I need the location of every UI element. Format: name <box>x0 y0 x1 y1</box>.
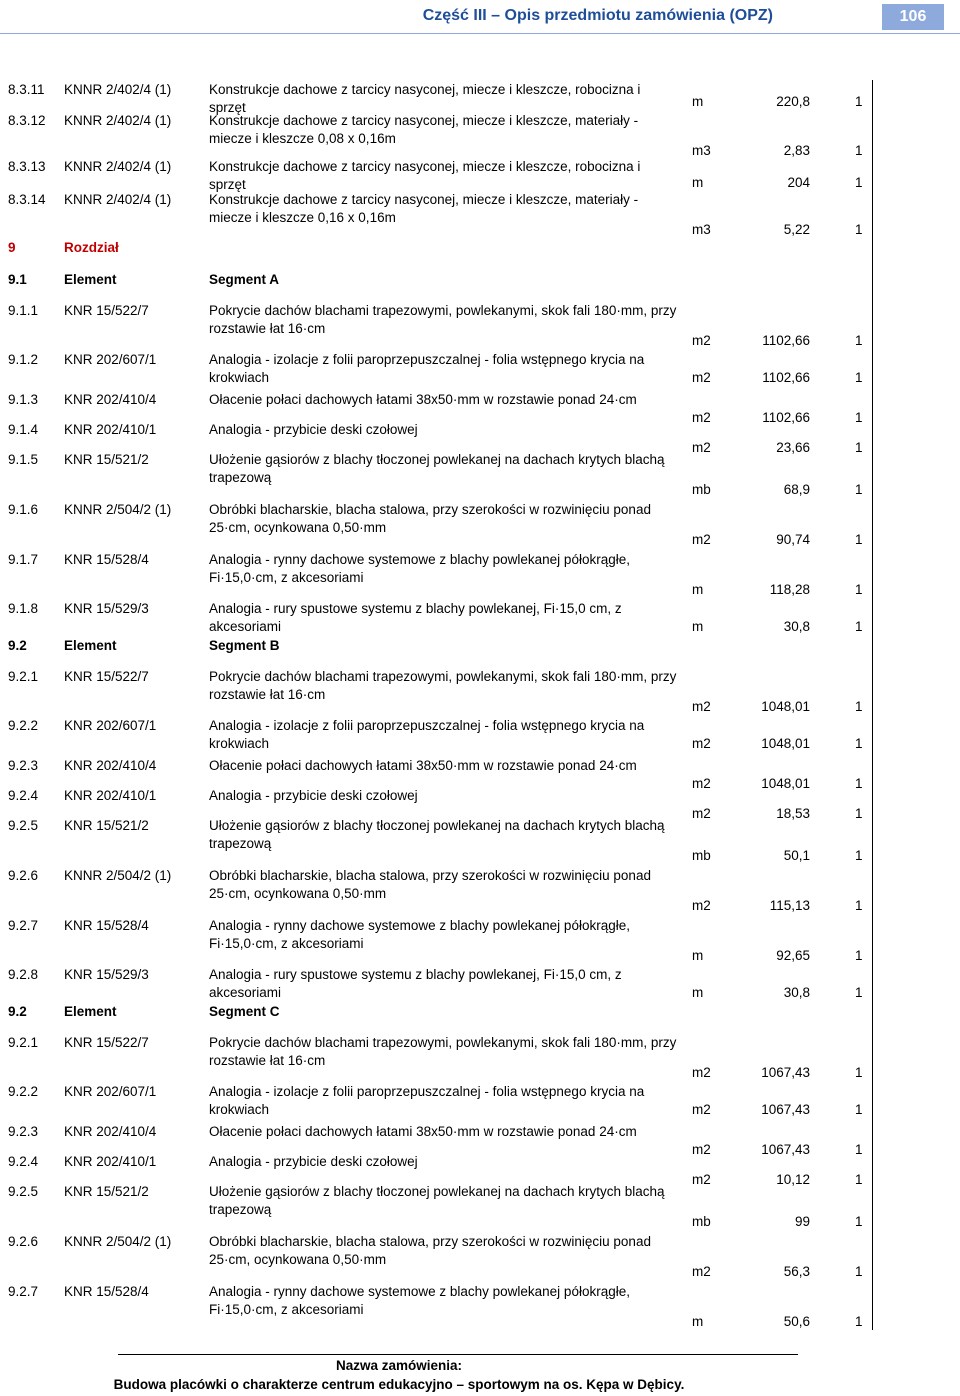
multiplier: 1 <box>855 222 863 237</box>
quantity: 115,13 <box>769 898 810 913</box>
item-description: Obróbki blacharskie, blacha stalowa, przy szerokości w rozwinięciu ponad 25·cm, ocynkowana 0,50·mm <box>209 502 651 535</box>
quantity: 50,6 <box>783 1314 810 1329</box>
catalog-code: KNNR 2/402/4 (1) <box>64 82 172 97</box>
unit-of-measure: mb <box>692 482 711 497</box>
unit-of-measure: m2 <box>692 1264 711 1279</box>
item-number: 9.1.5 <box>8 452 39 467</box>
multiplier: 1 <box>855 1264 863 1279</box>
item-description: Pokrycie dachów blachami trapezowymi, powlekanymi, skok fali 180·mm, przy rozstawie łat 16·cm <box>209 303 677 336</box>
multiplier: 1 <box>855 410 863 425</box>
quantity: 1102,66 <box>762 370 810 385</box>
item-description: Pokrycie dachów blachami trapezowymi, powlekanymi, skok fali 180·mm, przy rozstawie łat 16·cm <box>209 1035 677 1068</box>
catalog-code: KNR 202/410/1 <box>64 422 157 437</box>
unit-of-measure: m2 <box>692 898 711 913</box>
catalog-code: KNNR 2/402/4 (1) <box>64 192 172 207</box>
unit-of-measure: mb <box>692 848 711 863</box>
item-description: Analogia - rury spustowe systemu z blachy powlekanej, Fi·15,0 cm, z akcesoriami <box>209 967 622 1000</box>
item-description: Analogia - rynny dachowe systemowe z blachy powlekanej półokrągłe, Fi·15,0·cm, z akcesoriami <box>209 918 630 951</box>
item-description: Analogia - izolacje z folii paroprzepuszczalnej - folia wstępnego krycia na krokwiach <box>209 718 645 751</box>
catalog-code: KNR 15/528/4 <box>64 918 149 933</box>
item-number: 9.2 <box>8 1004 27 1019</box>
quantity: 2,83 <box>783 143 810 158</box>
item-description: Segment B <box>209 638 280 653</box>
quantity: 1048,01 <box>761 699 810 714</box>
catalog-code: Element <box>64 272 117 287</box>
quantity: 23,66 <box>776 440 810 455</box>
catalog-code: KNNR 2/504/2 (1) <box>64 1234 172 1249</box>
quantity: 204 <box>787 175 810 190</box>
quantity: 1067,43 <box>761 1102 810 1117</box>
item-number: 9.2.7 <box>8 1284 39 1299</box>
unit-of-measure: m <box>692 1314 704 1329</box>
unit-of-measure: m <box>692 619 704 634</box>
item-number: 9.1.8 <box>8 601 39 616</box>
multiplier: 1 <box>855 94 863 109</box>
item-number: 8.3.13 <box>8 159 46 174</box>
item-description: Obróbki blacharskie, blacha stalowa, przy szerokości w rozwinięciu ponad 25·cm, ocynkowana 0,50·mm <box>209 868 651 901</box>
item-number: 9.2.1 <box>8 669 39 684</box>
item-description: Analogia - rury spustowe systemu z blachy powlekanej, Fi·15,0 cm, z akcesoriami <box>209 601 622 634</box>
item-number: 9.1.1 <box>8 303 39 318</box>
catalog-code: KNR 15/529/3 <box>64 967 149 982</box>
catalog-code: KNR 202/410/4 <box>64 392 157 407</box>
item-number: 9.2.4 <box>8 1154 39 1169</box>
multiplier: 1 <box>855 848 863 863</box>
multiplier: 1 <box>855 143 863 158</box>
item-description: Konstrukcje dachowe z tarcicy nasyconej, miecze i kleszcze, materiały - miecze i kleszcze 0,16 x 0,16m <box>209 192 639 225</box>
unit-of-measure: m3 <box>692 222 711 237</box>
item-description: Analogia - przybicie deski czołowej <box>209 422 418 437</box>
item-description: Konstrukcje dachowe z tarcicy nasyconej, miecze i kleszcze, materiały - miecze i kleszcze 0,08 x 0,16m <box>209 113 639 146</box>
catalog-code: KNR 202/410/1 <box>64 788 157 803</box>
item-number: 9.1.3 <box>8 392 39 407</box>
multiplier: 1 <box>855 948 863 963</box>
multiplier: 1 <box>855 333 863 348</box>
unit-of-measure: m2 <box>692 440 711 455</box>
item-description: Ułożenie gąsiorów z blachy tłoczonej powlekanej na dachach krytych blachą trapezową <box>209 1184 665 1217</box>
item-description: Ułożenie gąsiorów z blachy tłoczonej powlekanej na dachach krytych blachą trapezową <box>209 452 665 485</box>
quantity: 1102,66 <box>762 333 810 348</box>
item-description: Ołacenie połaci dachowych łatami 38x50·mm w rozstawie ponad 24·cm <box>209 1124 637 1139</box>
catalog-code: KNR 202/607/1 <box>64 1084 157 1099</box>
catalog-code: KNR 202/607/1 <box>64 718 157 733</box>
footer-project-name: Budowa placówki o charakterze centrum edukacyjno – sportowym na os. Kępa w Dębicy. <box>113 1377 685 1392</box>
page-number-badge: 106 <box>882 4 944 30</box>
unit-of-measure: m <box>692 948 704 963</box>
item-description: Analogia - przybicie deski czołowej <box>209 1154 418 1169</box>
quantity: 1067,43 <box>761 1065 810 1080</box>
quantity: 1048,01 <box>761 736 810 751</box>
quantity: 18,53 <box>776 806 810 821</box>
footer-divider <box>118 1354 798 1355</box>
quantity: 99 <box>794 1214 810 1229</box>
catalog-code: KNR 202/410/4 <box>64 1124 157 1139</box>
catalog-code: KNNR 2/504/2 (1) <box>64 502 172 517</box>
unit-of-measure: m2 <box>692 1065 711 1080</box>
quantity: 92,65 <box>776 948 810 963</box>
item-number: 9.2.6 <box>8 1234 39 1249</box>
multiplier: 1 <box>855 736 863 751</box>
item-description: Ołacenie połaci dachowych łatami 38x50·mm w rozstawie ponad 24·cm <box>209 392 637 407</box>
multiplier: 1 <box>855 532 863 547</box>
item-description: Ołacenie połaci dachowych łatami 38x50·mm w rozstawie ponad 24·cm <box>209 758 637 773</box>
item-number: 9.1 <box>8 272 27 287</box>
item-number: 9.1.2 <box>8 352 39 367</box>
unit-of-measure: m2 <box>692 699 711 714</box>
unit-of-measure: m <box>692 175 704 190</box>
item-number: 9.2.5 <box>8 818 39 833</box>
item-description: Konstrukcje dachowe z tarcicy nasyconej, miecze i kleszcze, robocizna i sprzęt <box>209 82 641 115</box>
item-description: Analogia - izolacje z folii paroprzepuszczalnej - folia wstępnego krycia na krokwiach <box>209 352 645 385</box>
unit-of-measure: m2 <box>692 736 711 751</box>
quantity: 5,22 <box>783 222 810 237</box>
multiplier: 1 <box>855 1172 863 1187</box>
unit-of-measure: m3 <box>692 143 711 158</box>
multiplier: 1 <box>855 1142 863 1157</box>
unit-of-measure: m2 <box>692 410 711 425</box>
quantity: 90,74 <box>776 532 810 547</box>
quantity: 30,8 <box>783 985 810 1000</box>
catalog-code: KNR 202/410/4 <box>64 758 157 773</box>
item-number: 9.2.4 <box>8 788 39 803</box>
item-number: 8.3.14 <box>8 192 46 207</box>
multiplier: 1 <box>855 175 863 190</box>
multiplier: 1 <box>855 440 863 455</box>
multiplier: 1 <box>855 699 863 714</box>
item-number: 9.2.7 <box>8 918 39 933</box>
multiplier: 1 <box>855 776 863 791</box>
multiplier: 1 <box>855 582 863 597</box>
item-description: Segment C <box>209 1004 280 1019</box>
catalog-code: KNNR 2/402/4 (1) <box>64 113 172 128</box>
unit-of-measure: mb <box>692 1214 711 1229</box>
item-number: 9.2.6 <box>8 868 39 883</box>
item-number: 8.3.11 <box>8 82 45 97</box>
multiplier: 1 <box>855 482 863 497</box>
unit-of-measure: m <box>692 582 704 597</box>
item-description: Analogia - przybicie deski czołowej <box>209 788 418 803</box>
item-number: 9.2.2 <box>8 1084 39 1099</box>
multiplier: 1 <box>855 1214 863 1229</box>
catalog-code: Element <box>64 638 117 653</box>
unit-of-measure: m2 <box>692 1142 711 1157</box>
catalog-code: KNR 15/522/7 <box>64 1035 149 1050</box>
item-number: 9.2.8 <box>8 967 39 982</box>
quantity: 1102,66 <box>762 410 810 425</box>
item-number: 9.2.3 <box>8 1124 39 1139</box>
multiplier: 1 <box>855 1314 863 1329</box>
item-number: 9.2.3 <box>8 758 39 773</box>
unit-of-measure: m2 <box>692 1102 711 1117</box>
catalog-code: KNR 202/607/1 <box>64 352 157 367</box>
item-description: Analogia - izolacje z folii paroprzepuszczalnej - folia wstępnego krycia na krokwiach <box>209 1084 645 1117</box>
document-title: Część III – Opis przedmiotu zamówienia (OPZ) <box>422 7 773 24</box>
item-number: 9.2.1 <box>8 1035 39 1050</box>
item-number: 9.1.7 <box>8 552 39 567</box>
item-number: 8.3.12 <box>8 113 46 128</box>
item-number: 9 <box>8 240 16 255</box>
quantity: 220,8 <box>776 94 810 109</box>
item-description: Pokrycie dachów blachami trapezowymi, powlekanymi, skok fali 180·mm, przy rozstawie łat 16·cm <box>209 669 677 702</box>
quantity: 30,8 <box>783 619 810 634</box>
multiplier: 1 <box>855 1102 863 1117</box>
unit-of-measure: m2 <box>692 333 711 348</box>
item-description: Analogia - rynny dachowe systemowe z blachy powlekanej półokrągłe, Fi·15,0·cm, z akcesoriami <box>209 552 630 585</box>
catalog-code: KNR 15/521/2 <box>64 1184 149 1199</box>
unit-of-measure: m2 <box>692 776 711 791</box>
multiplier: 1 <box>855 1065 863 1080</box>
quantity: 50,1 <box>783 848 810 863</box>
catalog-code: KNR 15/528/4 <box>64 1284 149 1299</box>
catalog-code: KNR 15/522/7 <box>64 303 149 318</box>
catalog-code: KNR 15/522/7 <box>64 669 149 684</box>
quantity: 118,28 <box>769 582 810 597</box>
multiplier: 1 <box>855 898 863 913</box>
catalog-code: KNR 202/410/1 <box>64 1154 157 1169</box>
item-number: 9.2.5 <box>8 1184 39 1199</box>
item-number: 9.1.4 <box>8 422 39 437</box>
unit-of-measure: m2 <box>692 806 711 821</box>
catalog-code: KNR 15/528/4 <box>64 552 149 567</box>
item-number: 9.2 <box>8 638 27 653</box>
catalog-code: Element <box>64 1004 117 1019</box>
catalog-code: KNNR 2/402/4 (1) <box>64 159 172 174</box>
catalog-code: KNR 15/529/3 <box>64 601 149 616</box>
item-description: Konstrukcje dachowe z tarcicy nasyconej, miecze i kleszcze, robocizna i sprzęt <box>209 159 641 192</box>
quantity: 56,3 <box>783 1264 810 1279</box>
quantity: 1067,43 <box>761 1142 810 1157</box>
item-number: 9.2.2 <box>8 718 39 733</box>
unit-of-measure: m2 <box>692 1172 711 1187</box>
item-description: Segment A <box>209 272 280 287</box>
quantity: 10,12 <box>776 1172 810 1187</box>
multiplier: 1 <box>855 806 863 821</box>
catalog-code: KNR 15/521/2 <box>64 818 149 833</box>
quantity: 1048,01 <box>761 776 810 791</box>
item-number: 9.1.6 <box>8 502 39 517</box>
multiplier: 1 <box>855 985 863 1000</box>
item-description: Ułożenie gąsiorów z blachy tłoczonej powlekanej na dachach krytych blachą trapezową <box>209 818 665 851</box>
multiplier: 1 <box>855 370 863 385</box>
catalog-code: KNR 15/521/2 <box>64 452 149 467</box>
footer-label: Nazwa zamówienia: <box>335 1358 463 1373</box>
quantity: 68,9 <box>783 482 810 497</box>
unit-of-measure: m2 <box>692 370 711 385</box>
unit-of-measure: m2 <box>692 532 711 547</box>
unit-of-measure: m <box>692 94 704 109</box>
item-description: Obróbki blacharskie, blacha stalowa, przy szerokości w rozwinięciu ponad 25·cm, ocynkowana 0,50·mm <box>209 1234 651 1267</box>
unit-of-measure: m <box>692 985 704 1000</box>
multiplier: 1 <box>855 619 863 634</box>
item-description: Analogia - rynny dachowe systemowe z blachy powlekanej półokrągłe, Fi·15,0·cm, z akcesoriami <box>209 1284 630 1317</box>
catalog-code: Rozdział <box>64 240 119 255</box>
catalog-code: KNNR 2/504/2 (1) <box>64 868 172 883</box>
